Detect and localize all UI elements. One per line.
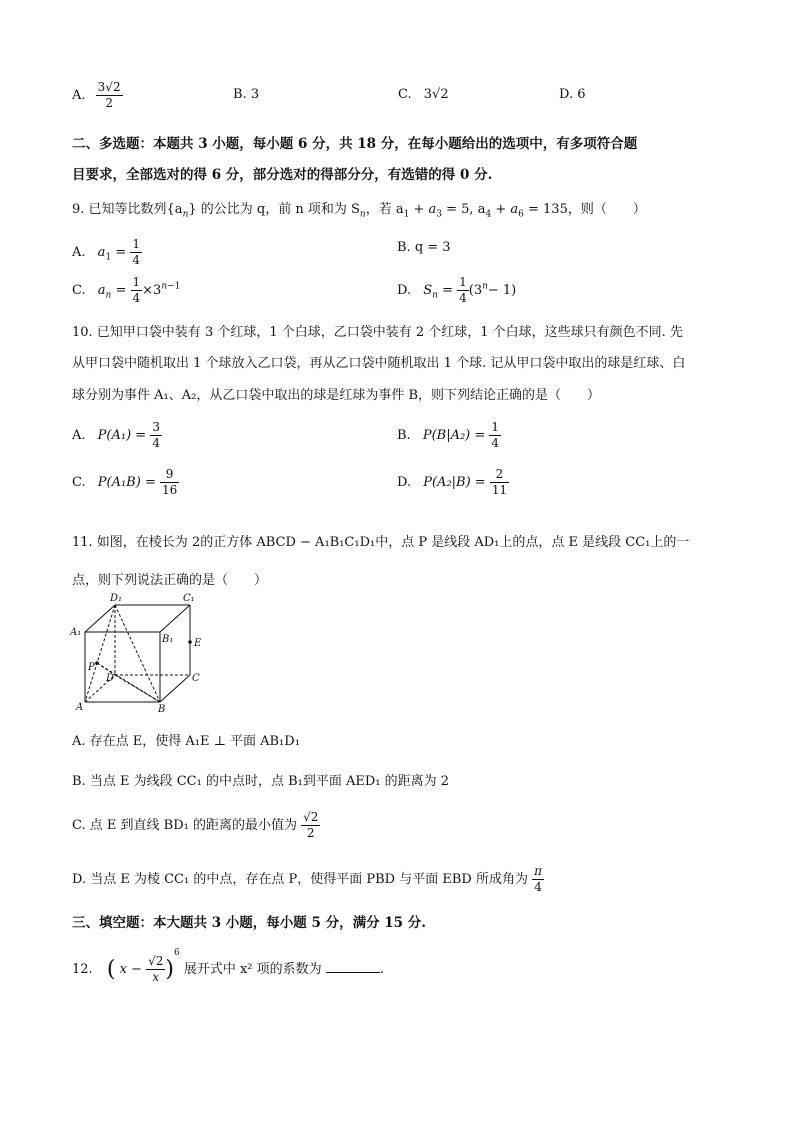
q10-option-d: D. P(A₂|B) = $\frac{2}{11}$ — [397, 467, 508, 497]
label-C: C — [192, 673, 200, 684]
q12: 12. ( x − $\frac{√2}{x}$ )$^6$ 展开式中 x² 项的系数为 . — [72, 948, 384, 984]
section2-line1: 二、多选题：本题共 3 小题，每小题 6 分，共 18 分，在每小题给出的选项中，有多项符合题 — [72, 136, 638, 152]
q10-option-c: C. P(A₁B) = $\frac{9}{16}$ — [72, 467, 178, 497]
label-A: A — [76, 702, 84, 713]
q10-line1: 10. 已知甲口袋中装有 3 个红球，1 个白球，乙口袋中装有 2 个红球，1 个白球，这些球只有颜色不同. 先 — [72, 325, 683, 340]
q9-option-d: D. $S_n$ = $\frac{1}{4}$ $(3^n- 1)$ — [397, 275, 517, 305]
label-D1: D₁ — [110, 593, 123, 604]
q10-line2: 从甲口袋中随机取出 1 个球放入乙口袋，再从乙口袋中随机取出 1 个球. 记从甲口袋中取出的球是红球、白 — [72, 356, 686, 371]
q11-option-d: D. 当点 E 为棱 CC₁ 的中点，存在点 P，使得平面 PBD 与平面 EBD 所成角为 $\frac{\pi}{4}$ — [72, 864, 542, 894]
q11-line2: 点，则下列说法正确的是（ ） — [72, 573, 268, 588]
q12-answer-blank[interactable] — [326, 960, 380, 973]
label-E: E — [194, 638, 202, 649]
q9-stem: 9. 已知等比数列$\{a_n\}$ 的公比为 q，前 n 项和为 $S_n$，若 $a_1 + a_3 = 5$, $a_4 + a_6 = 135$，则（ ） — [72, 202, 646, 220]
q9-option-a: A. $a_1$ = $\frac{1}{4}$ — [72, 237, 140, 267]
label-B: B — [158, 704, 166, 715]
q11-option-b: B. 当点 E 为线段 CC₁ 的中点时，点 B₁到平面 AED₁ 的距离为 2 — [72, 774, 450, 789]
q11-option-c: C. 点 E 到直线 BD₁ 的距离的最小值为 $\frac{√2}{2}$ — [72, 810, 319, 840]
label-B1: B₁ — [162, 634, 174, 645]
label-A1: A₁ — [70, 627, 82, 638]
q10-option-a: A. P(A₁) = $\frac{3}{4}$ — [72, 420, 160, 450]
q8-option-b: B. 3 — [233, 87, 260, 102]
label-P: P — [88, 662, 95, 673]
q8-option-a: A. $\frac{3√2}{2}$ — [72, 80, 121, 110]
section2-line2: 目要求，全部选对的得 6 分，部分选对的得部分分，有选错的得 0 分. — [72, 167, 493, 183]
q11-option-a: A. 存在点 E，使得 A₁E ⊥ 平面 AB₁D₁ — [72, 734, 300, 749]
q9-option-c: C. $a_n$ = $\frac{1}{4}$ $\times 3^{n-1}$ — [72, 275, 181, 305]
q8-option-c: C. 3√2 — [398, 87, 449, 102]
section3-title: 三、填空题：本大题共 3 小题，每小题 5 分，满分 15 分. — [72, 915, 426, 931]
cube-figure — [70, 590, 210, 715]
q11-line1: 11. 如图，在棱长为 2的正方体 ABCD − A₁B₁C₁D₁中，点 P 是线段 AD₁上的点，点 E 是线段 CC₁上的一 — [72, 535, 690, 550]
q8-a-numerator: 3√2 — [97, 80, 121, 94]
q8-option-d: D. 6 — [559, 87, 586, 102]
label-C1: C₁ — [183, 593, 195, 604]
label-D: D — [106, 673, 115, 684]
q10-line3: 球分别为事件 A₁、A₂，从乙口袋中取出的球是红球为事件 B，则下列结论正确的是（ ） — [72, 388, 601, 403]
q10-option-b: B. P(B|A₂) = $\frac{1}{4}$ — [397, 420, 500, 450]
q8-c-value: 3√2 — [423, 87, 449, 102]
q8-a-denominator: 2 — [105, 96, 113, 110]
q9-option-b: B. q = 3 — [397, 240, 451, 255]
